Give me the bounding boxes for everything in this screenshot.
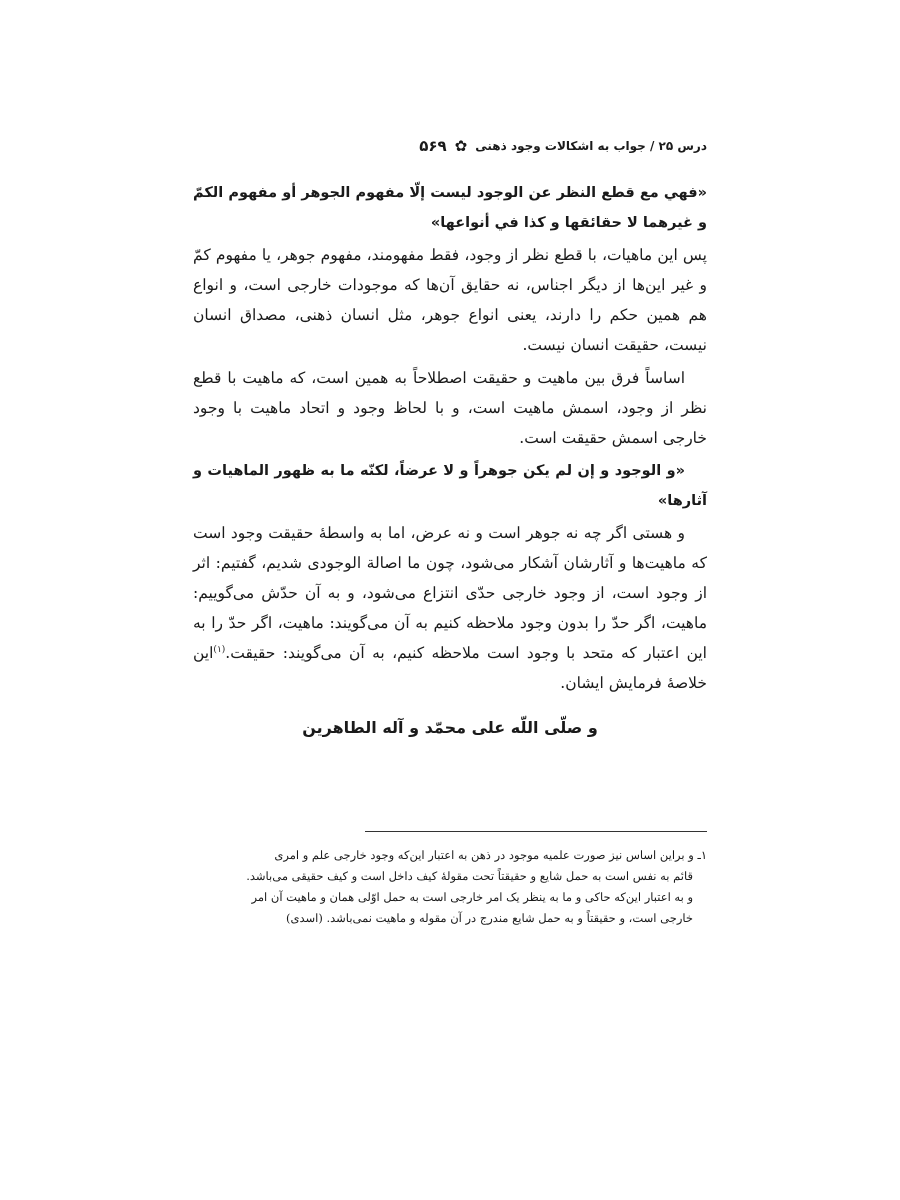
arabic-quote-2: «و الوجود و إن لم يكن جوهراً و لا عرضاً، لكنّه ما به ظهور الماهيات و آثارها»	[193, 463, 707, 509]
running-title: درس ۲۵ / جواب به اشکالات وجود ذهنی	[475, 139, 707, 153]
paragraph-1: پس این ماهیات، با قطع نظر از وجود، فقط مفهومند، مفهوم جوهر، یا مفهوم کمّ و غیر این‌ها از دیگر اجناس، نه حقایق آن‌ها که موجودات خارجی است، و انواع هم همین حکم را دارند، یعنی انواع جوهر، مثل انسان ذهنی، مصداق انسان نیست، حقیقت انسان نیست.	[193, 246, 707, 354]
closing-benediction: و صلّی اللّه علی محمّد و آله الطاهرین	[302, 718, 598, 737]
paragraph-3	[193, 518, 707, 698]
paragraph-2: اساساً فرق بین ماهیت و حقیقت اصطلاحاً به همین است، که ماهیت با قطع نظر از وجود، اسمش ماهیت است، و با لحاظ وجود و اتحاد ماهیت با وجود خارجی اسمش حقیقت است.	[193, 369, 707, 447]
page-content	[193, 136, 707, 748]
page-number: ۵۶۹	[419, 137, 447, 155]
footnote-line-4: خارجی است، و حقیقتاً و به حمل شایع مندرج در آن مقوله و ماهیت نمی‌باشد. (اسدی)	[285, 911, 693, 925]
footnote-divider	[365, 831, 707, 832]
footnote-line-2: قائم به نفس است به حمل شایع و حقیقتاً تحت مقولهٔ کیف داخل است و کیف حقیقی می‌باشد.	[246, 869, 693, 883]
paragraph-3-text: و هستی اگر چه نه جوهر است و نه عرض، اما به واسطهٔ حقیقت وجود است که ماهیت‌ها و آثارشان آشکار می‌شود، چون ما اصالة الوجودی شدیم، گفتیم: اثر از وجود است، از وجود خارجی حدّی انتزاع می‌شود، و به آن حدّش می‌گوییم: ماهیت، اگر حدّ را بدون وجود ملاحظه کنیم به آن می‌گویند: ماهیت، اگر حدّ را به این اعتبار که متحد با وجود است ملاحظه کنیم، به آن می‌گویند: حقیقت.	[193, 524, 707, 662]
footnote-reference[interactable]: (۱)	[213, 644, 226, 655]
footnote-line-1: ۱ـ و براین اساس نیز صورت علمیه موجود در ذهن به اعتبار این‌که وجود خارجی علم و امری	[274, 848, 707, 862]
footnotes	[193, 845, 707, 929]
running-header	[193, 136, 707, 156]
footnote-line-3: و به اعتبار این‌که حاکی و ما به ینظر یک امر خارجی است به حمل اوّلی همان و ماهیت آن امر	[251, 890, 693, 904]
flower-ornament-icon: ✿	[454, 136, 468, 155]
paragraph-3-tail: این خلاصهٔ فرمایش ایشان.	[193, 644, 707, 692]
arabic-quote-1: «فهي مع قطع النظر عن الوجود ليست إلّا مفهوم الجوهر أو مفهوم الكمّ و غيرهما لا حقائقها و كذا في أنواعها»	[193, 185, 707, 231]
